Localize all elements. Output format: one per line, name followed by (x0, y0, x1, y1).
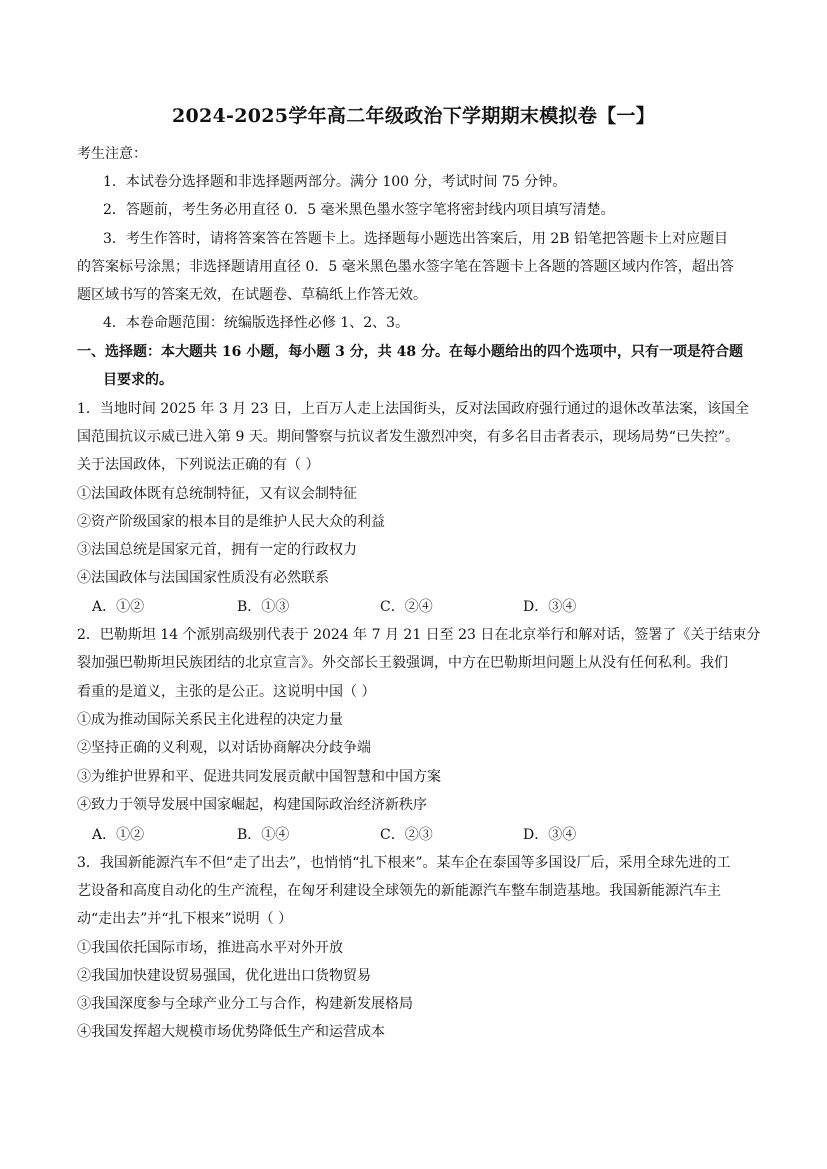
option-c[interactable]: C．②④ (380, 599, 433, 615)
question-2-statement: ①成为推动国际关系民主化进程的决定力量 (77, 712, 343, 728)
question-3-stem: 3．我国新能源汽车不但“走了出去”，也悄悄“扎下根来”。某车企在泰国等多国设厂后，采用全球先进的工 (77, 855, 731, 871)
question-3-statement: ③我国深度参与全球产业分工与合作，构建新发展格局 (77, 996, 413, 1012)
question-1-statement: ②资产阶级国家的根本目的是维护人民大众的利益 (77, 514, 385, 530)
option-d[interactable]: D．③④ (523, 827, 577, 843)
notice-heading: 考生注意： (77, 146, 147, 162)
notice-item: 2．答题前，考生务必用直径 0．5 毫米黑色墨水签字笔将密封线内项目填写清楚。 (103, 202, 615, 218)
question-1-stem: 1．当地时间 2025 年 3 月 23 日，上百万人走上法国街头，反对法国政府强行通过的退休改革法案，该国全 (77, 401, 749, 417)
section-heading-cont: 目要求的。 (103, 372, 173, 388)
option-c[interactable]: C．②③ (380, 827, 433, 843)
question-3-statement: ④我国发挥超大规模市场优势降低生产和运营成本 (77, 1024, 385, 1040)
question-3-statement: ①我国依托国际市场，推进高水平对外开放 (77, 940, 343, 956)
notice-item: 3．考生作答时，请将答案答在答题卡上。选择题每小题选出答案后，用 2B 铅笔把答题卡上对应题目 (103, 231, 729, 247)
question-1-options (92, 597, 652, 617)
question-3-statement: ②我国加快建设贸易强国，优化进出口货物贸易 (77, 968, 371, 984)
question-3-stem: 艺设备和高度自动化的生产流程，在匈牙利建设全球领先的新能源汽车整车制造基地。我国新能源汽车主 (77, 883, 721, 899)
question-1-stem: 国范围抗议示威已进入第 9 天。期间警察与抗议者发生激烈冲突，有多名目击者表示，现场局势“已失控”。 (77, 429, 740, 445)
question-2-stem: 2．巴勒斯坦 14 个派别高级别代表于 2024 年 7 月 21 日至 23 日在北京举行和解对话，签署了《关于结束分 (77, 627, 761, 643)
question-3-stem: 动“走出去”并“扎下根来”说明（ ） (77, 911, 293, 927)
option-d[interactable]: D．③④ (523, 599, 577, 615)
question-2-stem: 裂加强巴勒斯坦民族团结的北京宣言》。外交部长王毅强调，中方在巴勒斯坦问题上从没有任何私利。我们 (77, 655, 728, 671)
option-b[interactable]: B．①③ (237, 599, 290, 615)
notice-item: 题区域书写的答案无效，在试题卷、草稿纸上作答无效。 (77, 287, 427, 303)
notice-item: 1．本试卷分选择题和非选择题两部分。满分 100 分，考试时间 75 分钟。 (103, 174, 567, 190)
option-a[interactable]: A．①② (92, 827, 145, 843)
question-1-stem: 关于法国政体，下列说法正确的有（ ） (77, 457, 320, 473)
option-a[interactable]: A．①② (92, 599, 145, 615)
section-heading: 一、选择题：本大题共 16 小题，每小题 3 分，共 48 分。在每小题给出的四个选项中，只有一项是符合题 (77, 344, 743, 360)
notice-item: 4．本卷命题范围：统编版选择性必修 1、2、3。 (103, 315, 410, 331)
notice-item: 的答案标号涂黑；非选择题请用直径 0．5 毫米黑色墨水签字笔在答题卡上各题的答题区域内作答，超出答 (77, 259, 734, 275)
question-2-statement: ④致力于领导发展中国家崛起，构建国际政治经济新秩序 (77, 797, 427, 813)
question-2-statement: ②坚持正确的义利观，以对话协商解决分歧争端 (77, 740, 371, 756)
option-b[interactable]: B．①④ (237, 827, 290, 843)
question-1-statement: ④法国政体与法国国家性质没有必然联系 (77, 570, 329, 586)
question-2-options (92, 825, 652, 845)
question-2-stem: 看重的是道义，主张的是公正。这说明中国（ ） (77, 684, 376, 700)
question-1-statement: ③法国总统是国家元首，拥有一定的行政权力 (77, 542, 357, 558)
page-title: 2024-2025学年高二年级政治下学期期末模拟卷【一】 (171, 105, 656, 127)
question-1-statement: ①法国政体既有总统制特征，又有议会制特征 (77, 486, 357, 502)
question-2-statement: ③为维护世界和平、促进共同发展贡献中国智慧和中国方案 (77, 769, 441, 785)
